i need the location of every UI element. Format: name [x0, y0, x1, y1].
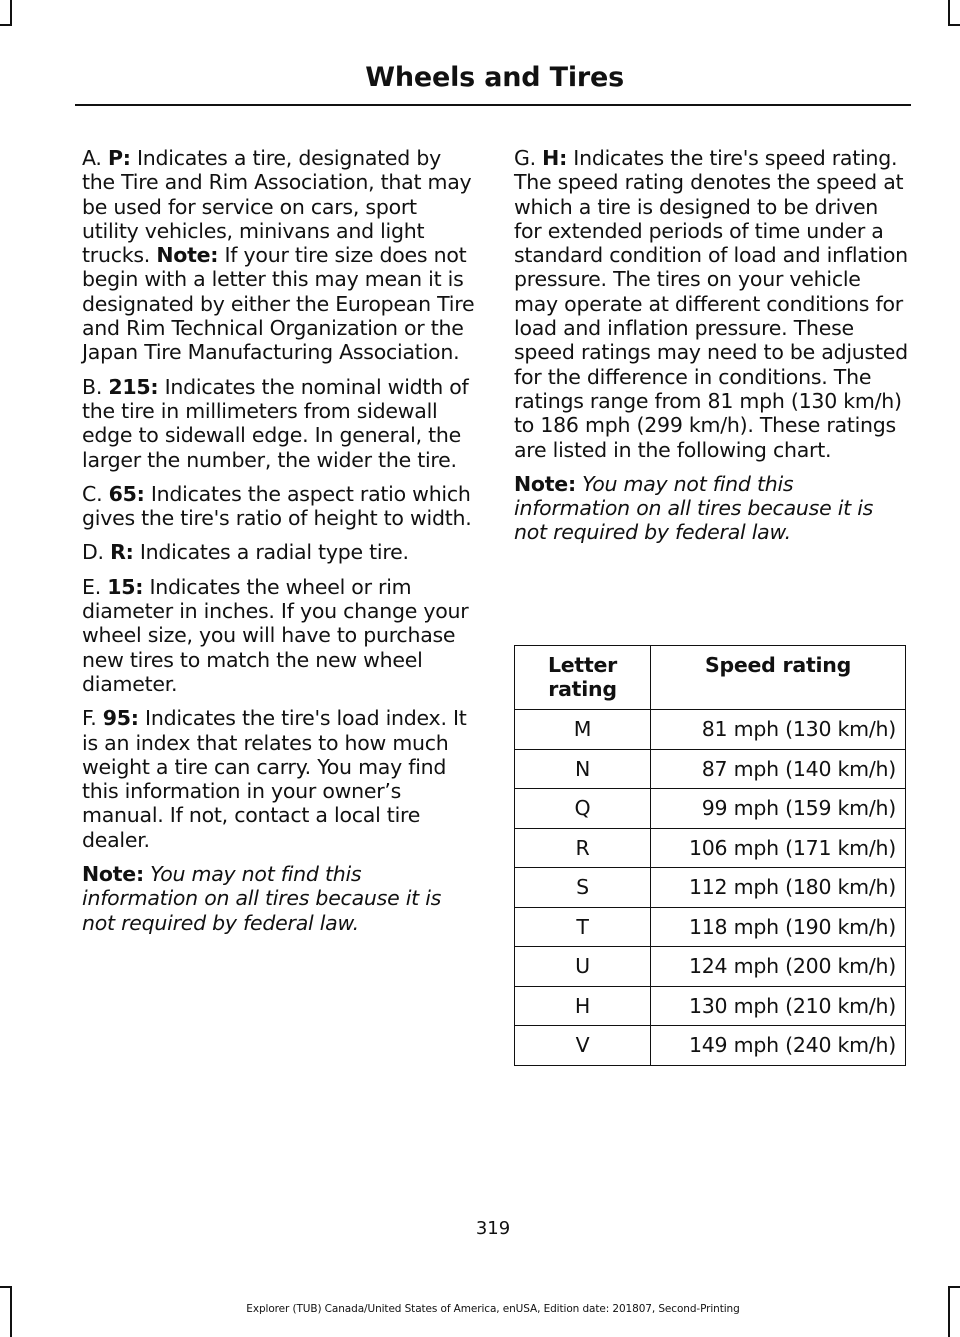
- table-row: [515, 749, 906, 789]
- table-row: [515, 710, 906, 750]
- speed-rating-cell: 149 mph (240 km/h): [651, 1026, 906, 1066]
- item-letter: F.: [82, 706, 103, 731]
- crop-mark: [10, 0, 12, 26]
- letter-rating-cell: S: [515, 868, 651, 908]
- letter-rating-cell: Q: [515, 789, 651, 829]
- item-term: 65:: [108, 481, 145, 506]
- left-column: [82, 146, 477, 945]
- item-term: H:: [542, 146, 568, 170]
- item-text: Indicates a radial type tire.: [133, 540, 409, 565]
- item-term: 215:: [108, 374, 159, 399]
- crop-mark: [948, 24, 960, 26]
- speed-rating-cell: 118 mph (190 km/h): [651, 907, 906, 947]
- paragraph-e: [82, 575, 477, 696]
- paragraph-g: [514, 146, 909, 462]
- note-text: You may not find this information on all tires because it is not required by federal law.: [82, 862, 442, 935]
- table-header-row: [515, 646, 906, 710]
- item-term: 95:: [102, 706, 139, 731]
- table-row: [515, 907, 906, 947]
- right-column: [514, 146, 909, 555]
- table-body: [515, 710, 906, 1066]
- paragraph-f: [82, 706, 477, 852]
- paragraph-b: [82, 375, 477, 472]
- item-letter: E.: [82, 574, 108, 599]
- speed-rating-cell: 99 mph (159 km/h): [651, 789, 906, 829]
- letter-rating-cell: V: [515, 1026, 651, 1066]
- item-letter: A.: [82, 146, 108, 170]
- note-right: [514, 472, 909, 545]
- footer-edition-text: Explorer (TUB) Canada/United States of America, enUSA, Edition date: 201807, Second-Printing: [246, 1303, 740, 1315]
- header-letter-rating: Letter rating: [515, 646, 651, 710]
- speed-rating-cell: 124 mph (200 km/h): [651, 947, 906, 987]
- item-letter: B.: [82, 374, 109, 399]
- note-label: Note:: [514, 471, 576, 496]
- letter-rating-cell: T: [515, 907, 651, 947]
- table-row: [515, 828, 906, 868]
- note-label: Note:: [82, 862, 144, 887]
- letter-rating-cell: M: [515, 710, 651, 750]
- table-row: [515, 868, 906, 908]
- inline-note-label: Note:: [156, 243, 219, 268]
- crop-mark: [0, 24, 12, 26]
- table-row: [515, 986, 906, 1026]
- letter-rating-cell: U: [515, 947, 651, 987]
- page-title: Wheels and Tires: [365, 62, 624, 93]
- speed-rating-cell: 112 mph (180 km/h): [651, 868, 906, 908]
- item-text: Indicates a tire, designated by the Tire and Rim Association, that may be used for service on cars, sport utility vehicles, minivans and light trucks.: [82, 146, 472, 268]
- item-text: Indicates the tire's speed rating. The speed rating denotes the speed at which a tire is designed to be driven for extended periods of time under a standard condition of load and inflation pressure. The tires on your vehicle may operate at different conditions for load and inflation pressure. These speed ratings may need to be adjusted for the difference in conditions. The ratings range from 81 mph (130 km/h) to 186 mph (299 km/h). These ratings are listed in the following chart.: [514, 146, 908, 462]
- item-term: R:: [110, 540, 134, 565]
- letter-rating-cell: N: [515, 749, 651, 789]
- letter-rating-cell: R: [515, 828, 651, 868]
- item-text: Indicates the aspect ratio which gives the tire's ratio of height to width.: [82, 481, 472, 531]
- item-letter: D.: [82, 540, 111, 565]
- page-number: 319: [475, 1218, 511, 1239]
- speed-rating-table: [514, 645, 906, 1066]
- crop-mark: [948, 0, 950, 26]
- item-text: Indicates the wheel or rim diameter in inches. If you change your wheel size, you will have to purchase new tires to match the new wheel diameter.: [82, 574, 469, 696]
- item-letter: C.: [82, 481, 109, 506]
- speed-rating-cell: 130 mph (210 km/h): [651, 986, 906, 1026]
- crop-mark: [0, 1286, 12, 1288]
- letter-rating-cell: H: [515, 986, 651, 1026]
- speed-rating-cell: 106 mph (171 km/h): [651, 828, 906, 868]
- paragraph-a: [82, 146, 477, 365]
- table-row: [515, 789, 906, 829]
- note-text: You may not find this information on all tires because it is not required by federal law.: [514, 471, 874, 545]
- inline-note-text: If your tire size does not begin with a letter this may mean it is designated by either the European Tire and Rim Technical Organization or the Japan Tire Manufacturing Association.: [82, 243, 475, 365]
- paragraph-d: [82, 540, 477, 564]
- item-text: Indicates the tire's load index. It is an index that relates to how much weight a tire can carry. You may find this information in your owner’s manual. If not, contact a local tire dealer.: [82, 706, 467, 852]
- table-row: [515, 1026, 906, 1066]
- crop-mark: [948, 1286, 960, 1288]
- item-text: Indicates the nominal width of the tire in millimeters from sidewall edge to sidewall edge. In general, the larger the number, the wider the tire.: [82, 374, 469, 472]
- speed-rating-cell: 81 mph (130 km/h): [651, 710, 906, 750]
- speed-rating-cell: 87 mph (140 km/h): [651, 749, 906, 789]
- item-term: P:: [107, 146, 131, 170]
- header-divider: [75, 104, 911, 106]
- item-letter: G.: [514, 146, 543, 170]
- note-left: [82, 862, 477, 935]
- table-row: [515, 947, 906, 987]
- item-term: 15:: [107, 574, 144, 599]
- paragraph-c: [82, 482, 477, 531]
- header-speed-rating: Speed rating: [651, 646, 906, 710]
